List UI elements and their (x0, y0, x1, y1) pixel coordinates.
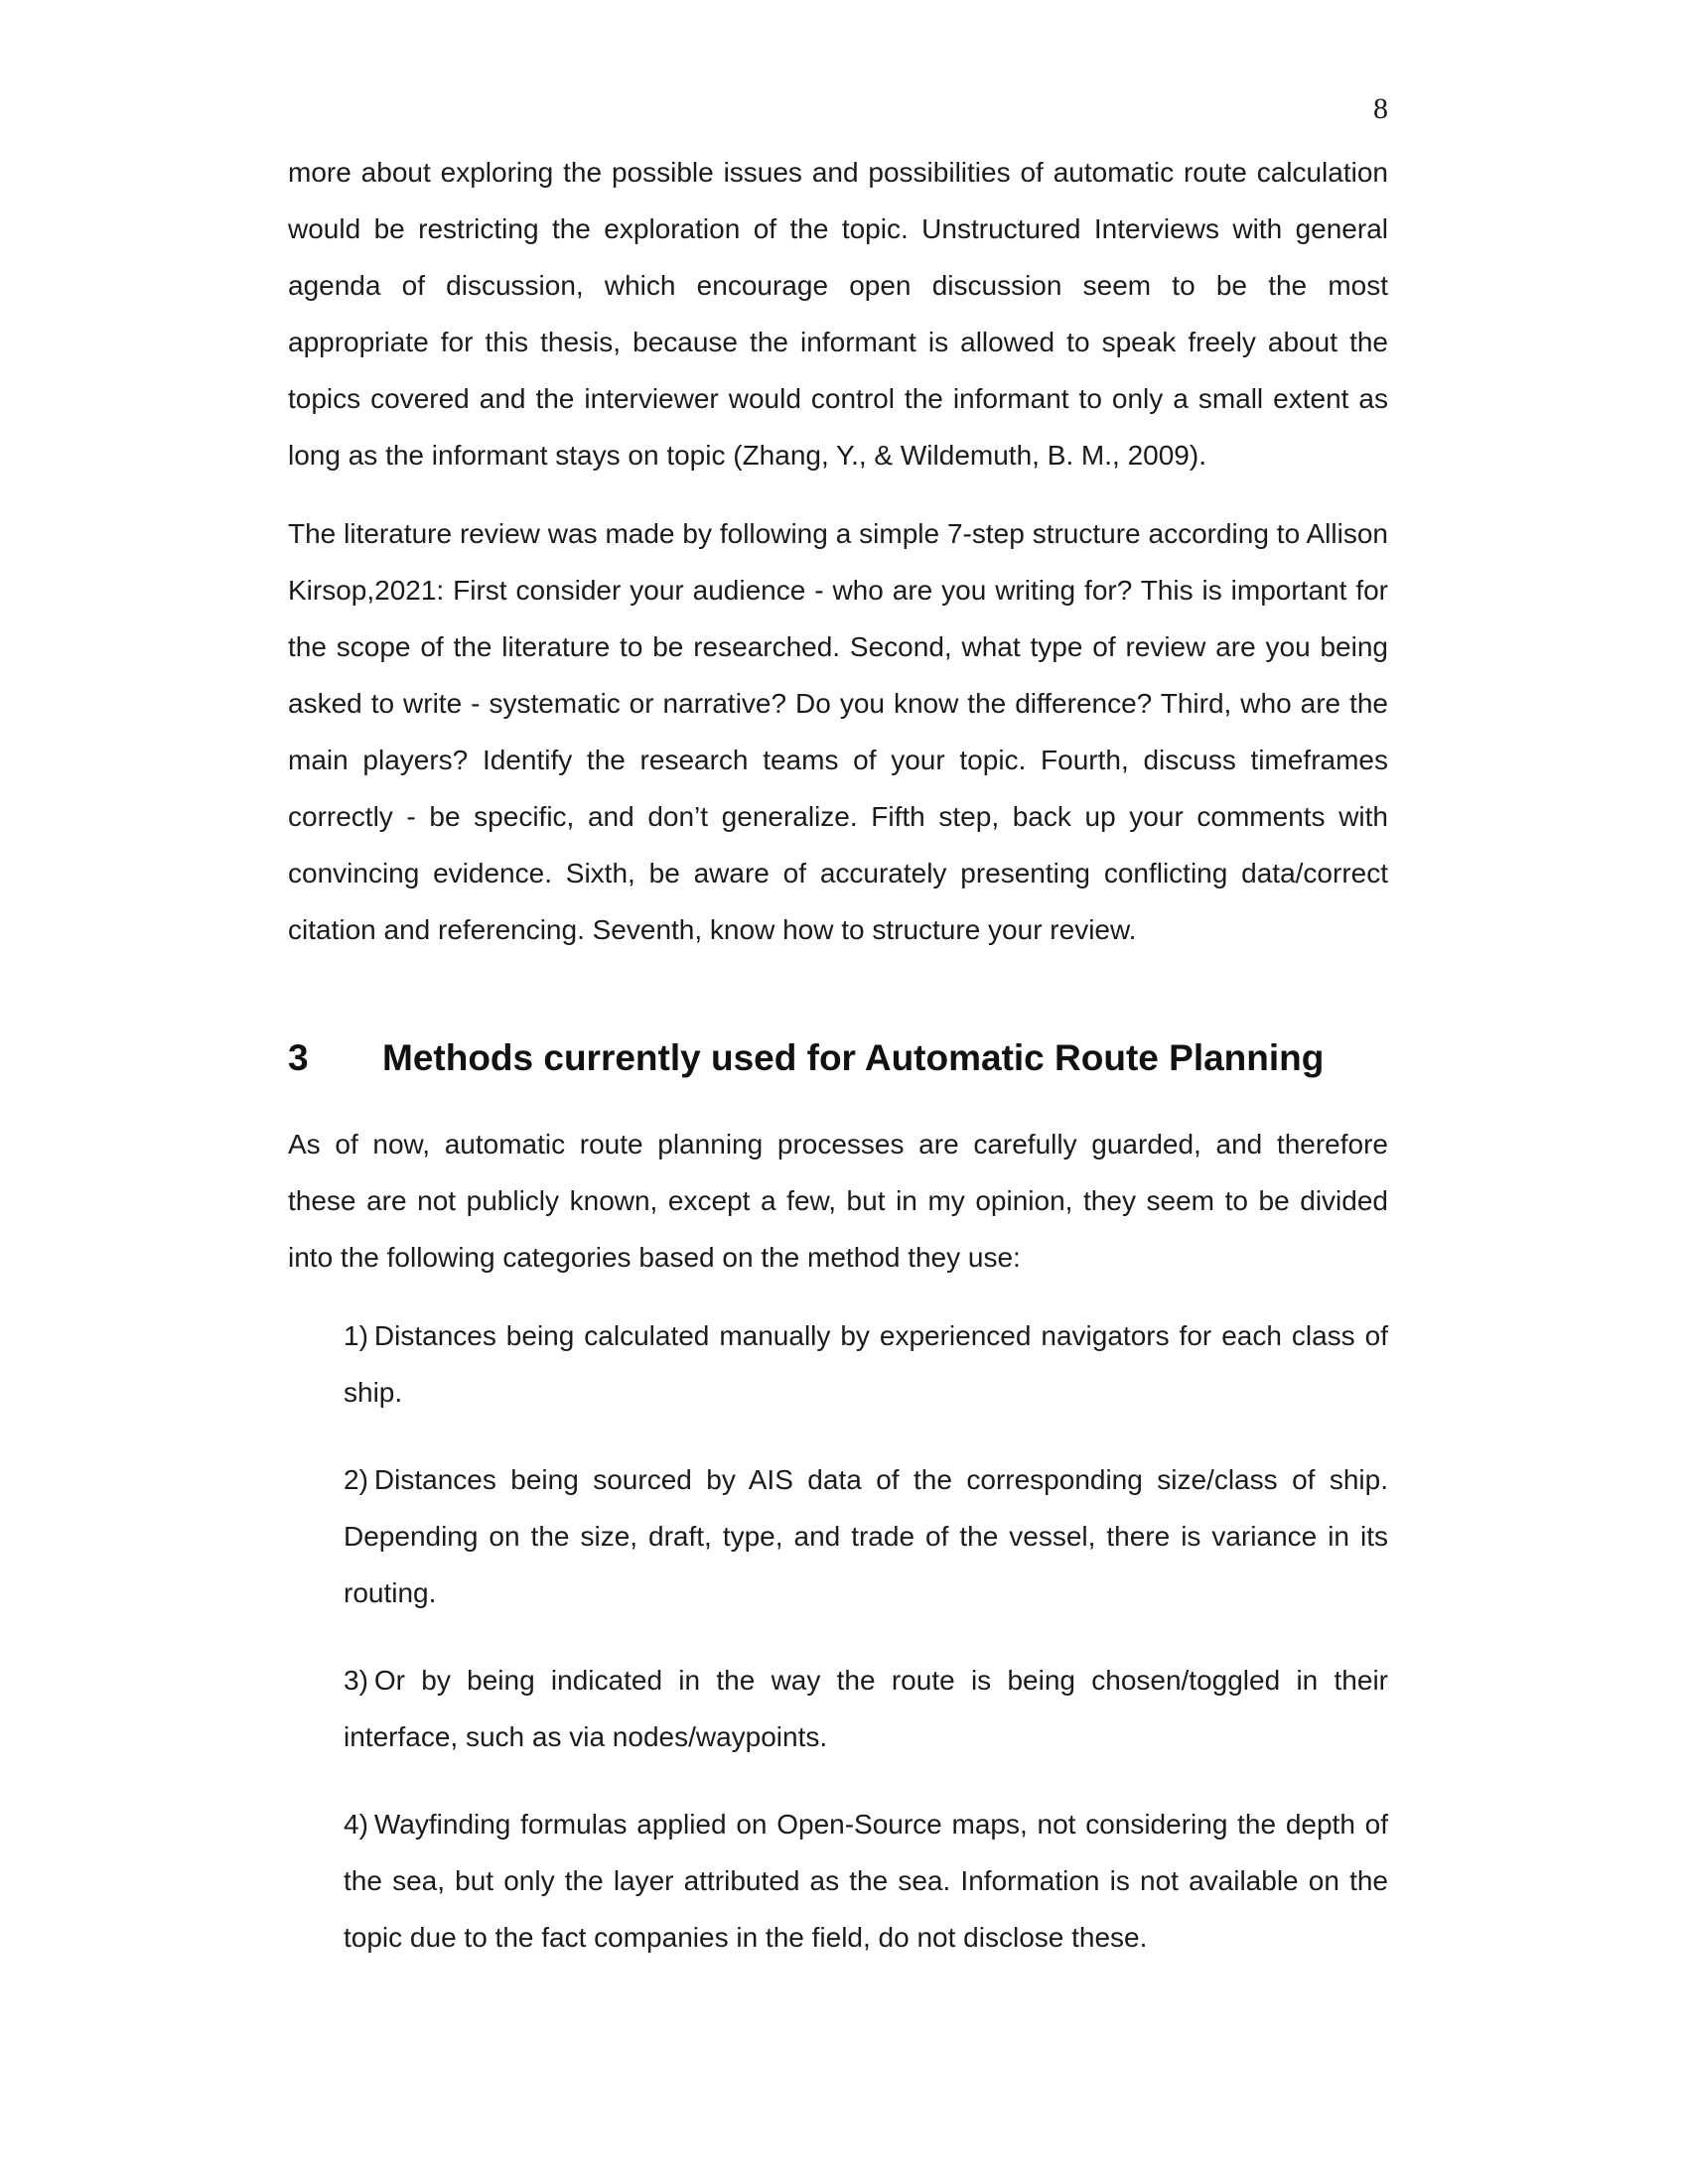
list-item (344, 1796, 1388, 1966)
list-item (344, 1451, 1388, 1621)
section-intro-paragraph: As of now, automatic route planning processes are carefully guarded, and therefore these are not publicly known, except a few, but in my opinion, they seem to be divided into the following categories based on the method they use: (288, 1129, 1388, 1273)
section-heading (288, 1030, 1388, 1086)
list-item-marker: 3) (344, 1665, 368, 1696)
page-content (288, 144, 1388, 1966)
section-title: Methods currently used for Automatic Route Planning (382, 1037, 1325, 1078)
list-item-text: Wayfinding formulas applied on Open-Source maps, not considering the depth of the sea, but only the layer attributed as the sea. Information is not available on the topic due to the fact companies in the field, do not disclose these. (344, 1809, 1388, 1953)
method-category-list (344, 1307, 1388, 1966)
list-item-text: Distances being calculated manually by experienced navigators for each class of ship. (344, 1320, 1388, 1408)
page-number: 8 (1373, 92, 1388, 125)
section-number: 3 (288, 1037, 309, 1078)
body-paragraph-literature-review: The literature review was made by following a simple 7-step structure according to Allison Kirsop,2021: First consider your audience - who are you writing for? This is important for the scope of the literature to be researched. Second, what type of review are you being asked to write - systematic or narrative? Do you know the difference? Third, who are the main players? Identify the research teams of your topic. Fourth, discuss timeframes correctly - be specific, and don’t generalize. Fifth step, back up your comments with convincing evidence. Sixth, be aware of accurately presenting conflicting data/correct citation and referencing. Seventh, know how to structure your review. (288, 518, 1388, 945)
list-item-marker: 2) (344, 1464, 368, 1495)
list-item-marker: 1) (344, 1320, 368, 1351)
list-item-text: Distances being sourced by AIS data of the corresponding size/class of ship. Depending on the size, draft, type, and trade of the vessel, there is variance in its routing. (344, 1464, 1388, 1608)
body-paragraph-interview-method: more about exploring the possible issues and possibilities of automatic route calculation would be restricting the exploration of the topic. Unstructured Interviews with general agenda of discussion, which encourage open discussion seem to be the most appropriate for this thesis, because the informant is allowed to speak freely about the topics covered and the interviewer would control the informant to only a small extent as long as the informant stays on topic (Zhang, Y., & Wildemuth, B. M., 2009). (288, 157, 1388, 471)
list-item (344, 1307, 1388, 1421)
list-item (344, 1652, 1388, 1765)
list-item-text: Or by being indicated in the way the route is being chosen/toggled in their interface, such as via nodes/waypoints. (344, 1665, 1388, 1752)
list-item-marker: 4) (344, 1809, 368, 1840)
